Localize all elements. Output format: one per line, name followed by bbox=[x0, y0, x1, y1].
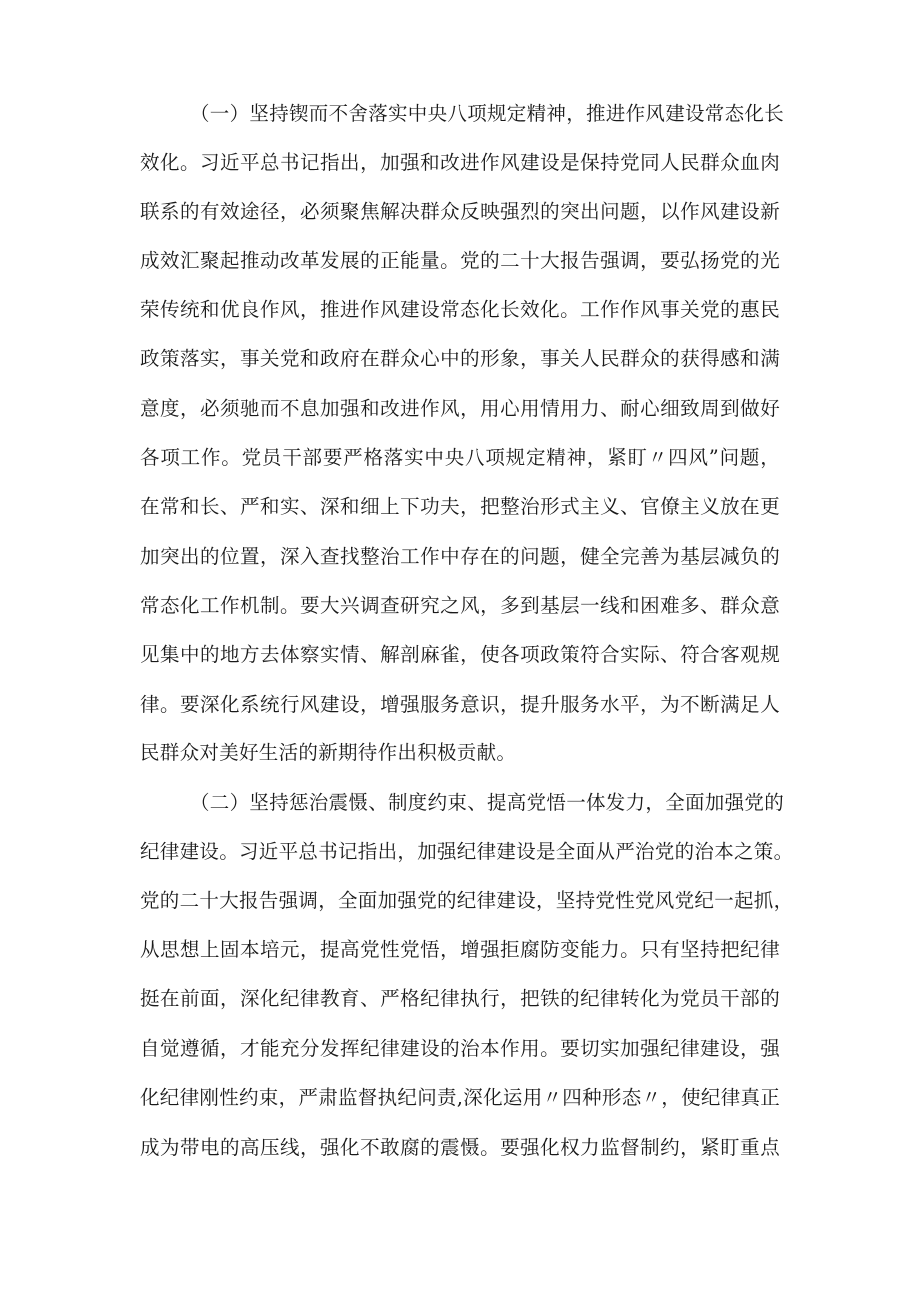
paragraph-1-line: 政策落实，事关党和政府在群众心中的形象，事关人民群众的获得感和满 bbox=[140, 347, 780, 370]
paragraph-1-line: 荣传统和优良作风，推进作风建设常态化长效化。工作作风事关党的惠民 bbox=[140, 298, 780, 321]
paragraph-1-line: （一）坚持锲而不舍落实中央八项规定精神，推进作风建设常态化长 bbox=[190, 102, 785, 125]
paragraph-1-line: 意度，必须驰而不息加强和改进作风，用心用情用力、耐心细致周到做好 bbox=[140, 397, 780, 420]
paragraph-1-line: 律。要深化系统行风建设，增强服务意识，提升服务水平，为不断满足人 bbox=[140, 693, 780, 716]
paragraph-2-line: 党的二十大报告强调，全面加强党的纪律建设，坚持党性党风党纪一起抓， bbox=[140, 889, 794, 912]
paragraph-1-line: 各项工作。党员干部要严格落实中央八项规定精神，紧盯〃四风”问题， bbox=[140, 446, 780, 469]
paragraph-2-line: 从思想上固本培元，提高党性党悟，增强拒腐防变能力。只有坚持把纪律 bbox=[140, 938, 780, 961]
paragraph-2-line: （二）坚持惩治震慑、制度约束、提高党悟一体发力，全面加强党的 bbox=[190, 791, 785, 814]
paragraph-1-line: 在常和长、严和实、深和细上下功夫，把整治形式主义、官僚主义放在更 bbox=[140, 495, 780, 518]
paragraph-1-line: 见集中的地方去体察实情、解剖麻雀，使各项政策符合实际、符合客观规 bbox=[140, 643, 780, 666]
paragraph-1-line: 联系的有效途径，必须聚焦解决群众反映强烈的突出问题，以作风建设新 bbox=[140, 200, 780, 223]
paragraph-1-line: 效化。习近平总书记指出，加强和改进作风建设是保持党同人民群众血肉 bbox=[140, 151, 780, 174]
paragraph-1-line: 加突出的位置，深入查找整治工作中存在的问题，健全完善为基层减负的 bbox=[140, 545, 780, 568]
paragraph-2-line: 自觉遵循，才能充分发挥纪律建设的治本作用。要切实加强纪律建设，强 bbox=[140, 1037, 780, 1060]
paragraph-1-line: 成效汇聚起推动改革发展的正能量。党的二十大报告强调，要弘扬党的光 bbox=[140, 249, 780, 272]
paragraph-2-line: 挺在前面，深化纪律教育、严格纪律执行，把铁的纪律转化为党员干部的 bbox=[140, 987, 780, 1010]
paragraph-2-line: 成为带电的高压线，强化不敢腐的震慑。要强化权力监督制约，紧盯重点 bbox=[140, 1136, 780, 1159]
paragraph-1-line: 民群众对美好生活的新期待作出积极贡献。 bbox=[140, 741, 517, 764]
paragraph-2-line: 化纪律刚性约束，严肃监督执纪问责,深化运用〃四种形态〃，使纪律真正 bbox=[140, 1086, 781, 1109]
paragraph-1-line: 常态化工作机制。要大兴调查研究之风，多到基层一线和困难多、群众意 bbox=[140, 594, 780, 617]
paragraph-2-line: 纪律建设。习近平总书记指出，加强纪律建设是全面从严治党的治本之策。 bbox=[140, 840, 794, 863]
